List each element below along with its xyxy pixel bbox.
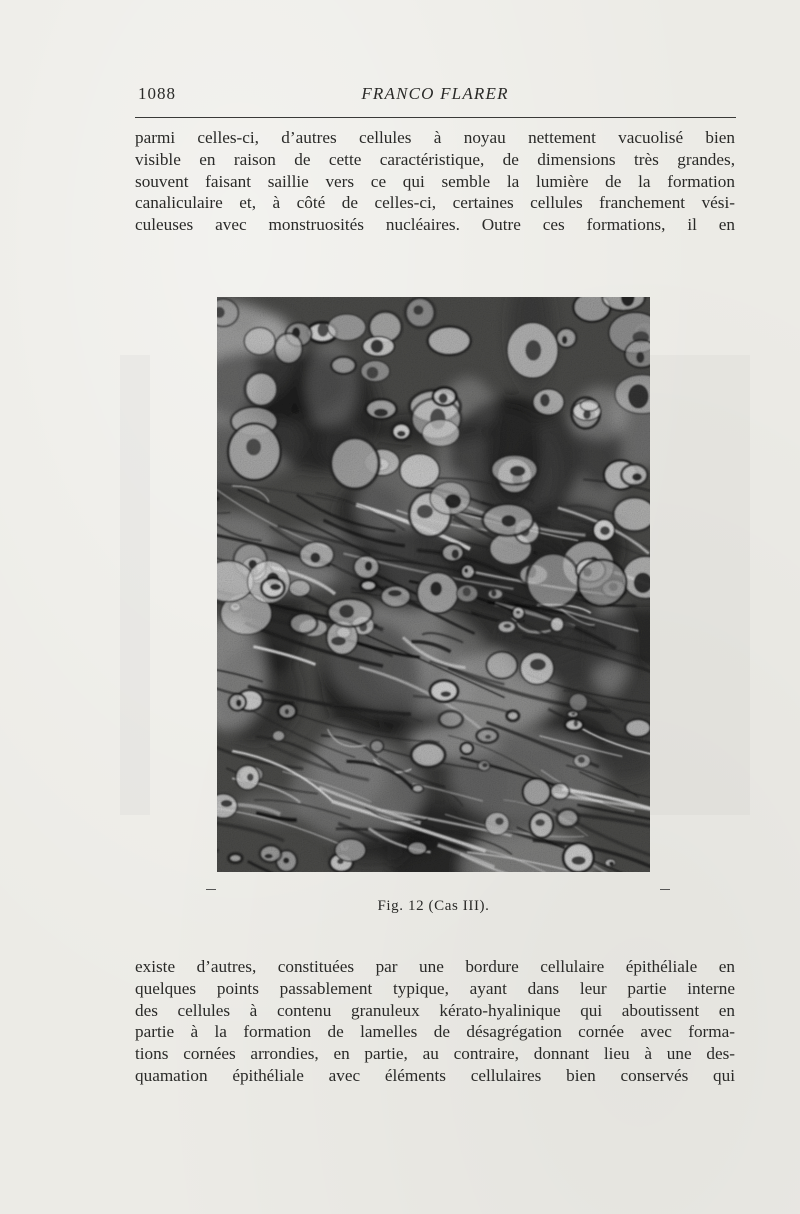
text-line: quelques points passablement typique, ayant dans leur partie interne [135, 978, 735, 998]
text-line: existe d’autres, constituées par une bordure cellulaire épithéliale en [135, 957, 735, 976]
micrograph-figure [217, 297, 650, 872]
figure-corner-mark [206, 889, 216, 890]
text-line: souvent faisant saillie vers ce qui semble la lumière de la formation [135, 171, 735, 191]
header-rule [135, 117, 736, 118]
text-line: partie à la formation de lamelles de désagrégation cornée avec forma- [135, 1022, 735, 1042]
text-line: visible en raison de cette caractéristique, de dimensions très grandes, [135, 149, 735, 169]
page-number: 1088 [138, 84, 176, 103]
histology-micrograph [217, 297, 650, 872]
paragraph-top [135, 127, 735, 236]
figure-corner-mark [660, 889, 670, 890]
text-line: canaliculaire et, à côté de celles-ci, certaines cellules franchement vési- [135, 193, 735, 213]
page-header [135, 84, 735, 110]
text-line: parmi celles-ci, d’autres cellules à noyau nettement vacuolisé bien [135, 128, 735, 147]
bleed-through-shadow [650, 355, 750, 815]
text-line: culeuses avec monstruosités nucléaires. Outre ces formations, il en [135, 215, 735, 235]
running-head: FRANCO FLARER [361, 84, 509, 103]
text-line: quamation épithéliale avec éléments cellulaires bien conservés qui [135, 1065, 735, 1085]
text-line: des cellules à contenu granuleux kérato-hyalinique qui aboutissent en [135, 1000, 735, 1020]
text-line: tions cornées arrondies, en partie, au contraire, donnant lieu à une des- [135, 1044, 735, 1064]
figure-caption: Fig. 12 (Cas III). [377, 898, 490, 914]
bleed-through-shadow [120, 355, 150, 815]
paragraph-bottom [135, 956, 735, 1087]
